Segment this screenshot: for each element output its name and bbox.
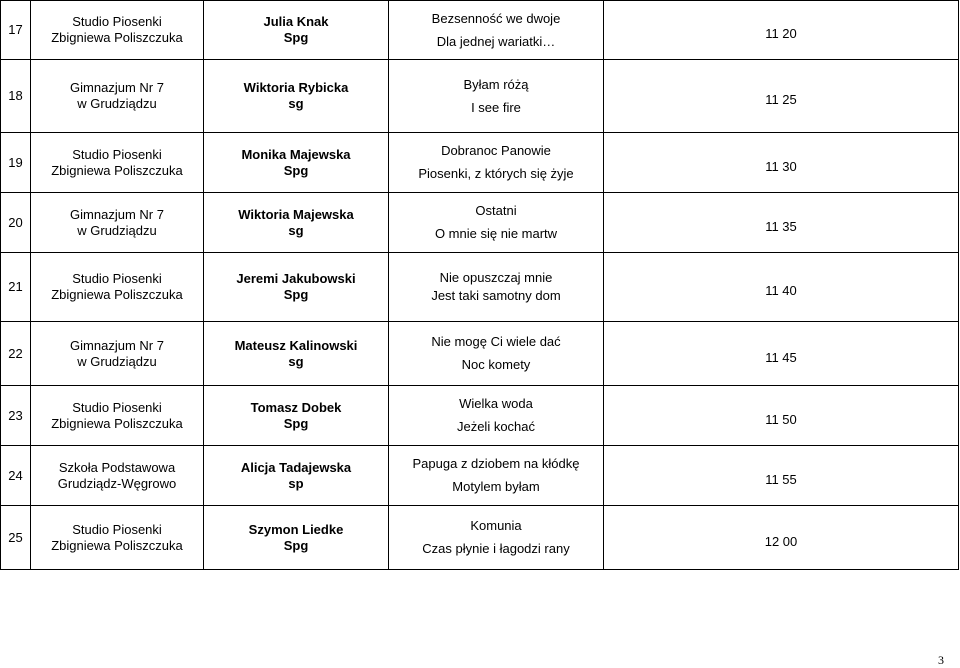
performer-category: Spg (283, 162, 309, 178)
performer-category: sp (288, 475, 304, 491)
performer-cell (204, 193, 389, 253)
song-1: Papuga z dziobem na kłódkę (412, 456, 580, 471)
school-line-2: Zbigniewa Poliszczuka (51, 30, 183, 45)
song-1: Ostatni (475, 203, 517, 218)
school-line-1: Gimnazjum Nr 7 (70, 206, 164, 222)
performer-name: Szymon Liedke (248, 521, 344, 537)
school-line-2: Zbigniewa Poliszczuka (51, 415, 183, 431)
school-line-1: Szkoła Podstawowa (58, 459, 176, 475)
songs-cell (389, 386, 604, 446)
time-cell (604, 193, 959, 253)
time-cell (604, 386, 959, 446)
school-cell (31, 60, 204, 133)
time-cell (604, 133, 959, 193)
songs-cell (389, 60, 604, 133)
performer-category: sg (288, 96, 304, 111)
time-cell (604, 1, 959, 60)
song-1: Wielka woda (459, 396, 533, 411)
school-line-1: Gimnazjum Nr 7 (70, 80, 164, 95)
performer-name: Jeremi Jakubowski (236, 271, 356, 286)
song-2: Jeżeli kochać (456, 419, 536, 434)
performer-category: Spg (283, 415, 309, 431)
songs-cell (389, 253, 604, 322)
table-row (1, 193, 959, 253)
time-value: 11 40 (765, 283, 797, 298)
school-line-2: Zbigniewa Poliszczuka (51, 287, 183, 302)
time-value: 11 55 (765, 471, 797, 487)
row-number: 20 (1, 193, 31, 253)
time-cell (604, 506, 959, 570)
performer-cell (204, 446, 389, 506)
school-line-1: Studio Piosenki (72, 146, 162, 162)
songs-cell (389, 322, 604, 386)
time-value: 11 25 (765, 92, 797, 107)
school-cell (31, 133, 204, 193)
song-2: O mnie się nie martw (434, 226, 558, 241)
song-2: Piosenki, z których się żyje (418, 166, 574, 181)
row-number: 22 (1, 322, 31, 386)
song-1: Dobranoc Panowie (441, 143, 551, 158)
performer-category: Spg (283, 537, 309, 553)
song-1: Bezsenność we dwoje (431, 10, 561, 26)
song-1: Byłam różą (463, 76, 529, 92)
school-line-1: Studio Piosenki (72, 399, 162, 415)
row-number: 23 (1, 386, 31, 446)
song-2: I see fire (471, 99, 521, 115)
song-1: Komunia (470, 518, 522, 533)
time-value: 11 35 (765, 218, 797, 234)
table-row (1, 133, 959, 193)
performer-cell (204, 253, 389, 322)
performer-category: Spg (283, 30, 309, 45)
row-number: 25 (1, 506, 31, 570)
performer-category: Spg (283, 287, 309, 302)
row-number: 21 (1, 253, 31, 322)
song-2: Jest taki samotny dom (431, 288, 561, 303)
row-number: 18 (1, 60, 31, 133)
table-row (1, 253, 959, 322)
time-value: 11 30 (765, 158, 797, 174)
performer-name: Julia Knak (263, 14, 329, 29)
songs-cell (389, 506, 604, 570)
school-cell (31, 1, 204, 60)
table-row (1, 322, 959, 386)
performer-category: sg (288, 222, 304, 238)
performer-cell (204, 506, 389, 570)
school-cell (31, 322, 204, 386)
school-line-1: Studio Piosenki (72, 14, 162, 29)
performer-name: Monika Majewska (241, 146, 351, 162)
performer-name: Mateusz Kalinowski (234, 337, 358, 353)
time-cell (604, 60, 959, 133)
school-cell (31, 446, 204, 506)
performer-cell (204, 133, 389, 193)
performer-name: Wiktoria Rybicka (243, 80, 349, 95)
performer-cell (204, 386, 389, 446)
songs-cell (389, 1, 604, 60)
song-1: Nie mogę Ci wiele dać (431, 334, 561, 349)
page-number: 3 (938, 653, 944, 667)
table-row (1, 446, 959, 506)
performer-cell (204, 60, 389, 133)
songs-cell (389, 193, 604, 253)
school-cell (31, 506, 204, 570)
school-line-2: w Grudziądzu (77, 353, 157, 369)
table-row (1, 60, 959, 133)
time-cell (604, 253, 959, 322)
school-cell (31, 193, 204, 253)
school-line-2: Zbigniewa Poliszczuka (51, 537, 183, 553)
school-line-1: Studio Piosenki (72, 271, 162, 286)
songs-cell (389, 133, 604, 193)
school-line-2: w Grudziądzu (77, 96, 157, 111)
time-cell (604, 446, 959, 506)
performer-cell (204, 322, 389, 386)
row-number: 17 (1, 1, 31, 60)
school-line-2: w Grudziądzu (77, 222, 157, 238)
time-value: 11 50 (765, 411, 797, 427)
school-line-2: Grudziądz-Węgrowo (57, 475, 177, 491)
performer-category: sg (288, 353, 304, 369)
school-cell (31, 386, 204, 446)
song-2: Dla jednej wariatki… (436, 33, 556, 49)
song-2: Czas płynie i łagodzi rany (422, 541, 570, 556)
school-cell (31, 253, 204, 322)
table-row (1, 386, 959, 446)
row-number: 19 (1, 133, 31, 193)
performer-name: Alicja Tadajewska (240, 459, 352, 475)
song-2: Noc komety (461, 357, 531, 372)
table-row (1, 506, 959, 570)
song-2: Motylem byłam (452, 479, 540, 494)
performer-cell (204, 1, 389, 60)
song-1: Nie opuszczaj mnie (439, 270, 553, 285)
time-value: 11 45 (765, 349, 797, 365)
row-number: 24 (1, 446, 31, 506)
time-value: 12 00 (764, 533, 798, 549)
school-line-2: Zbigniewa Poliszczuka (51, 162, 183, 178)
school-line-1: Gimnazjum Nr 7 (70, 337, 164, 353)
time-cell (604, 322, 959, 386)
songs-cell (389, 446, 604, 506)
performer-name: Wiktoria Majewska (238, 206, 354, 222)
table-row (1, 1, 959, 60)
school-line-1: Studio Piosenki (72, 521, 162, 537)
time-value: 11 20 (765, 26, 797, 41)
performer-name: Tomasz Dobek (250, 399, 342, 415)
